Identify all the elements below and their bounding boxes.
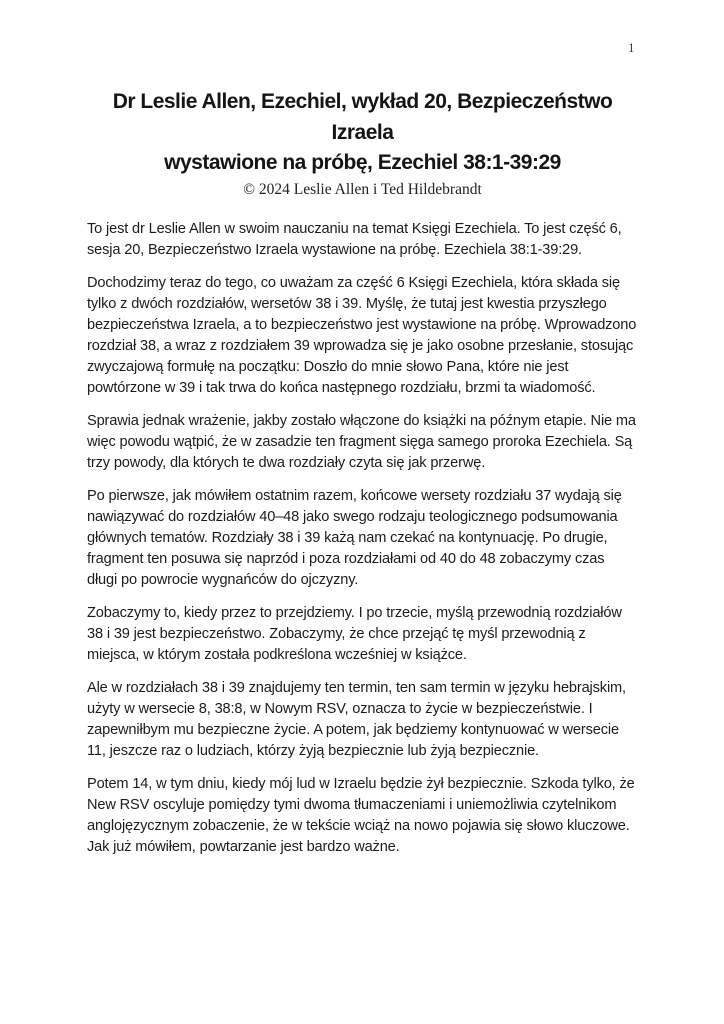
paragraph-7: Potem 14, w tym dniu, kiedy mój lud w Izraelu będzie żył bezpiecznie. Szkoda tylko, że New RSV oscyluje pomiędzy tymi dwoma tłumaczeniami i uniemożliwia czytelnikom anglojęzycznym zobaczenie, że w tekście wciąż na nowo pojawia się słowo kluczowe. Jak już mówiłem, powtarzanie jest bardzo ważne.	[87, 775, 635, 855]
paragraph-1: To jest dr Leslie Allen w swoim nauczaniu na temat Księgi Ezechiela. To jest część 6, sesja 20, Bezpieczeństwo Izraela wystawione na próbę. Ezechiela 38:1-39:29.	[87, 220, 622, 258]
paragraph-6: Ale w rozdziałach 38 i 39 znajdujemy ten termin, ten sam termin w języku hebrajskim, użyty w wersecie 8, 38:8, w Nowym RSV, oznacza to życie w bezpieczeństwie. I zapewniłbym mu bezpieczne życie. A potem, jak będziemy kontynuować w wersecie 11, jeszcze raz o ludziach, którzy żyją bezpiecznie lub żyją bezpiecznie.	[87, 679, 626, 759]
paragraph-4: Po pierwsze, jak mówiłem ostatnim razem, końcowe wersety rozdziału 37 wydają się nawiązywać do rozdziałów 40–48 jako swego rodzaju teologicznego podsumowania głównych tematów. Rozdziały 38 i 39 każą nam czekać na kontynuację. Po drugie, fragment ten posuwa się naprzód i poza rozdziałami od 40 do 48 zobaczymy czas długi po powrocie wygnańców do ojczyzny.	[87, 487, 622, 588]
document-title	[87, 87, 638, 179]
page-number: 1	[628, 40, 635, 55]
title-line-1: Dr Leslie Allen, Ezechiel, wykład 20, Bezpieczeństwo	[112, 90, 613, 113]
title-line-3: wystawione na próbę, Ezechiel 38:1-39:29	[164, 151, 561, 174]
paragraph-5: Zobaczymy to, kiedy przez to przejdziemy. I po trzecie, myślą przewodnią rozdziałów 38 i 39 jest bezpieczeństwo. Zobaczymy, że chce przejąć tę myśl przewodnią z miejsca, w którym została podkreślona wcześniej w książce.	[87, 604, 622, 663]
page-content	[87, 87, 638, 870]
copyright-line: © 2024 Leslie Allen i Ted Hildebrandt	[243, 180, 482, 198]
paragraph-2: Dochodzimy teraz do tego, co uważam za część 6 Księgi Ezechiela, która składa się tylko z dwóch rozdziałów, wersetów 38 i 39. Myślę, że tutaj jest kwestia przyszłego bezpieczeństwa Izraela, a to bezpieczeństwo jest wystawione na próbę. Wprowadzono rozdział 38, a wraz z rozdziałem 39 wprowadza się je jako osobne przesłanie, stosując zwyczajową formułę na początku: Doszło do mnie słowo Pana, które nie jest powtórzone w 39 i tak trwa do końca następnego rozdziału, brzmi ta wiadomość.	[87, 274, 637, 396]
document-body	[87, 219, 638, 858]
paragraph-3: Sprawia jednak wrażenie, jakby zostało włączone do książki na późnym etapie. Nie ma więc powodu wątpić, że w zasadzie ten fragment sięga samego proroka Ezechiela. Są trzy powody, dla których te dwa rozdziały czyta się jak przerwę.	[87, 412, 636, 471]
title-line-2: Izraela	[331, 120, 394, 144]
